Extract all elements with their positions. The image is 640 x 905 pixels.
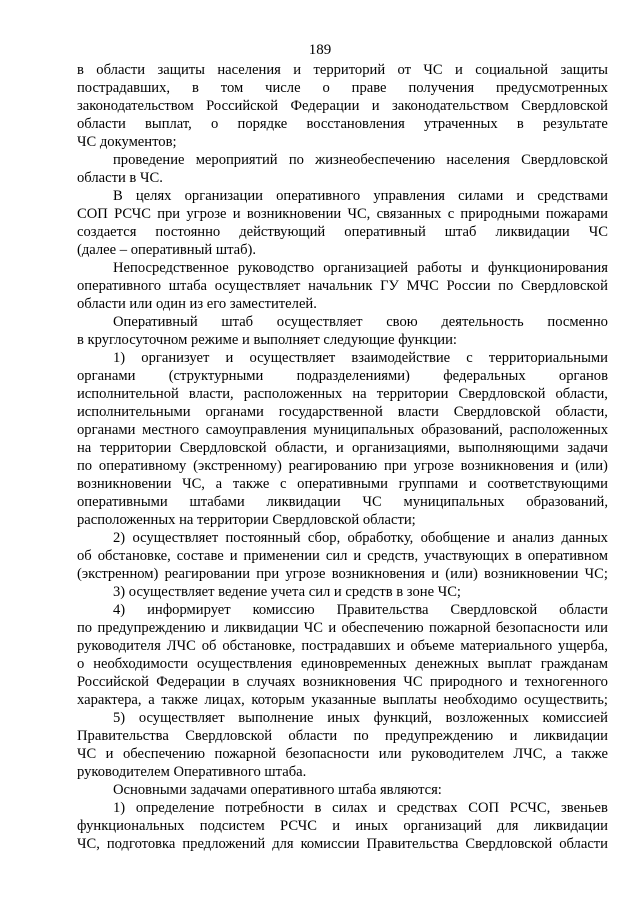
text-line: области или один из его заместителей. [77, 296, 317, 312]
text-line: Правительства Свердловской области по предупреждению и ликвидации [77, 728, 608, 744]
text-line: (далее – оперативный штаб). [77, 242, 257, 258]
text-line: Оперативный штаб осуществляет свою деятельность посменно [113, 314, 608, 330]
text-line: создается постоянно действующий оперативный штаб ликвидации ЧС [77, 224, 608, 240]
text-line: руководителем Оперативного штаба. [77, 764, 307, 780]
text-line: В целях организации оперативного управления силами и средствами [113, 188, 608, 204]
text-line: на территории Свердловской области, и организациями, выполняющими задачи [77, 440, 608, 456]
text-line: 1) определение потребности в силах и средствах СОП РСЧС, звеньев [113, 800, 608, 816]
text-line: по оперативному (экстренному) реагированию при угрозе возникновения и (или) [77, 458, 608, 474]
text-line: характера, а также лицах, которым указанные выплаты необходимо осуществить; [77, 692, 608, 708]
text-line: 1) организует и осуществляет взаимодействие с территориальными [113, 350, 608, 366]
text-line: Российской Федерации в случаях возникновения ЧС природного и техногенного [77, 674, 608, 690]
text-line: ЧС, подготовка предложений для комиссии Правительства Свердловской области [77, 836, 608, 852]
text-line: оперативного штаба осуществляет начальник ГУ МЧС России по Свердловской [77, 278, 608, 294]
text-line: 3) осуществляет ведение учета сил и средств в зоне ЧС; [113, 584, 461, 600]
text-line: 5) осуществляет выполнение иных функций, возложенных комиссией [113, 710, 608, 726]
text-line: о необходимости осуществления единовременных денежных выплат гражданам [77, 656, 608, 672]
page-number: 189 [308, 42, 332, 58]
text-line: функциональных подсистем РСЧС и иных организаций для ликвидации [77, 818, 608, 834]
text-line: по предупреждению и ликвидации ЧС и обеспечению пожарной безопасности или [77, 620, 608, 636]
text-line: пострадавших, в том числе о праве получения предусмотренных [77, 80, 608, 96]
text-line: законодательством Российской Федерации и законодательством Свердловской [77, 98, 608, 114]
text-line: в области защиты населения и территорий от ЧС и социальной защиты [77, 62, 608, 78]
text-line: руководителя ЛЧС об обстановке, пострадавших и объеме материального ущерба, [77, 638, 608, 654]
text-line: исполнительными органами государственной власти Свердловской области, [77, 404, 608, 420]
text-line: в круглосуточном режиме и выполняет следующие функции: [77, 332, 457, 348]
text-line: области в ЧС. [77, 170, 163, 186]
text-line: Непосредственное руководство организацией работы и функционирования [113, 260, 608, 276]
text-line: расположенных на территории Свердловской области; [77, 512, 416, 528]
text-line: органами (структурными подразделениями) федеральных органов [77, 368, 608, 384]
text-line: возникновении ЧС, а также с оперативными группами и соответствующими [77, 476, 608, 492]
text-line: 4) информирует комиссию Правительства Свердловской области [113, 602, 608, 618]
text-line: СОП РСЧС при угрозе и возникновении ЧС, связанных с природными пожарами [77, 206, 608, 222]
text-line: ЧС документов; [77, 134, 177, 150]
text-line: области выплат, о порядке восстановления утраченных в результате [77, 116, 608, 132]
text-line: ЧС и обеспечению пожарной безопасности или руководителем ЛЧС, а также [77, 746, 608, 762]
text-line: исполнительной власти, расположенных на территории Свердловской области, [77, 386, 608, 402]
text-line: 2) осуществляет постоянный сбор, обработку, обобщение и анализ данных [113, 530, 608, 546]
text-line: проведение мероприятий по жизнеобеспечению населения Свердловской [113, 152, 608, 168]
text-line: об обстановке, составе и применении сил и средств, участвующих в оперативном [77, 548, 608, 564]
text-line: (экстренном) реагировании при угрозе возникновения и (или) возникновении ЧС; [77, 566, 608, 582]
text-line: органами местного самоуправления муниципальных образований, расположенных [77, 422, 608, 438]
text-line: Основными задачами оперативного штаба являются: [113, 782, 442, 798]
text-line: оперативными штабами ликвидации ЧС муниципальных образований, [77, 494, 608, 510]
